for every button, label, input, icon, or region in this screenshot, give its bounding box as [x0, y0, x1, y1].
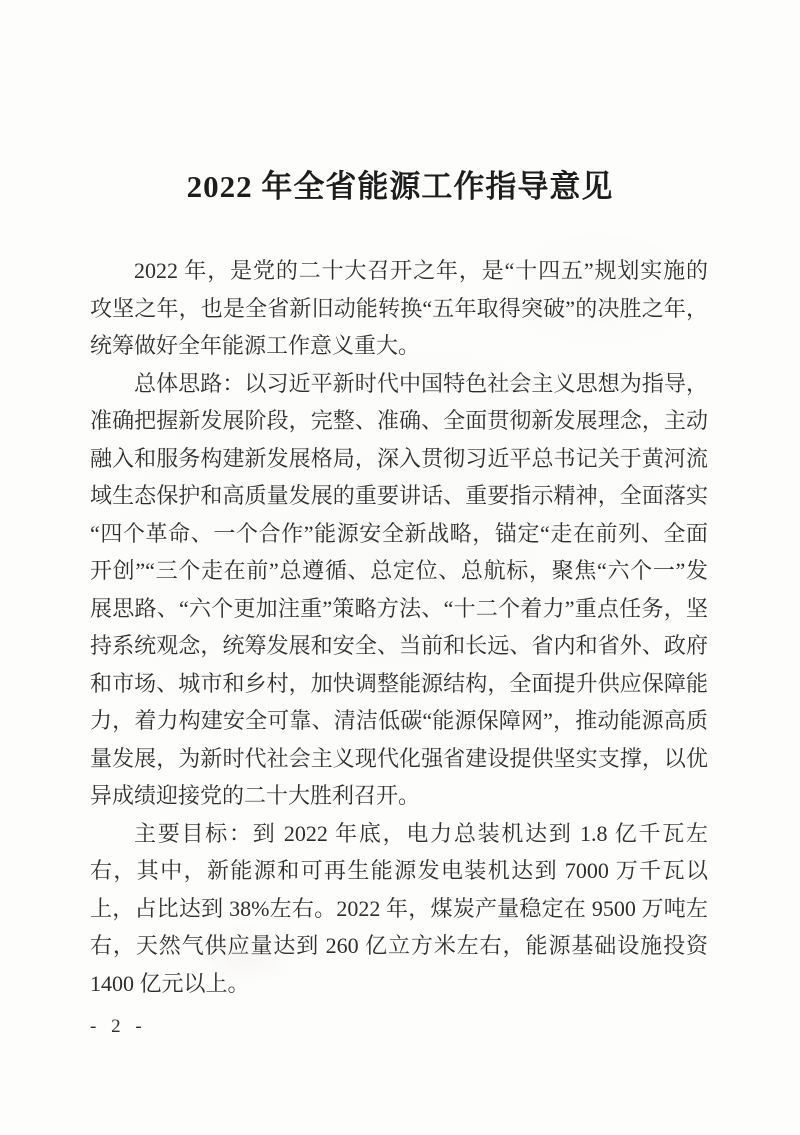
paragraph-overall-approach: 总体思路：以习近平新时代中国特色社会主义思想为指导，准确把握新发展阶段，完整、准确、全面贯彻新发展理念，主动融入和服务构建新发展格局，深入贯彻习近平总书记关于黄河流域生态保护和高质量发展的重要讲话、重要指示精神，全面落实“四个革命、一个合作”能源安全新战略，锚定“走在前列、全面开创”“三个走在前”总遵循、总定位、总航标，聚焦“六个一”发展思路、“六个更加注重”策略方法、“十二个着力”重点任务，坚持系统观念，统筹发展和安全、当前和长远、省内和省外、政府和市场、城市和乡村，加快调整能源结构，全面提升供应保障能力，着力构建安全可靠、清洁低碳“能源保障网”，推动能源高质量发展，为新时代社会主义现代化强省建设提供坚实支撑，以优异成绩迎接党的二十大胜利召开。 — [90, 370, 708, 808]
document-title: 2022 年全省能源工作指导意见 — [186, 169, 614, 204]
paragraph-main-goals: 主要目标：到 2022 年底，电力总装机达到 1.8 亿千瓦左右，其中，新能源和可再生能源发电装机达到 7000 万千瓦以上，占比达到 38%左右。2022 年，煤炭产量稳定在 9500 万吨左右，天然气供应量达到 260 亿立方米左右，能源基础设施投资 1400 亿元以上。 — [90, 820, 708, 996]
page-number: - 2 - — [90, 1016, 147, 1037]
paragraph-intro: 2022 年，是党的二十大召开之年，是“十四五”规划实施的攻坚之年，也是全省新旧动能转换“五年取得突破”的决胜之年，统筹做好全年能源工作意义重大。 — [90, 258, 708, 358]
document-body — [90, 252, 708, 1002]
